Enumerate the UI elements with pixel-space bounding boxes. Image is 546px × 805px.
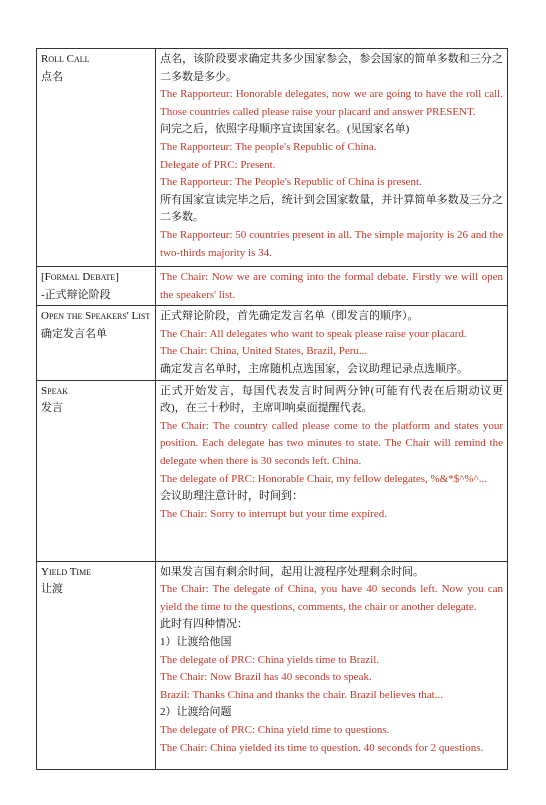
stage-title-chinese: -正式辩论阶段	[41, 288, 111, 301]
stage-title: Roll Call	[41, 53, 90, 65]
procedure-row	[37, 306, 508, 380]
stage-title-chinese: 确定发言名单	[41, 327, 107, 340]
stage-label-cell	[37, 267, 156, 306]
stage-title-chinese: 点名	[41, 70, 63, 83]
stage-title: Speak	[41, 384, 69, 397]
english-script-line: The Chair: Now we are coming into the formal debate. Firstly we will open the speakers' list.	[160, 271, 503, 301]
chinese-instruction-line: 2）让渡给问题	[160, 706, 232, 719]
stage-title-chinese: 让渡	[41, 583, 63, 596]
english-script-line: The Rapporteur: The People's Republic of China is present.	[160, 176, 422, 189]
chinese-instruction-line: 所有国家宣读完毕之后，统计到会国家数量，并计算简单多数及三分之二多数。	[160, 193, 503, 224]
english-script-line: The Rapporteur: Honorable delegates, now we are going to have the roll call. Those countries called please raise your placard and answer PRESENT.	[160, 88, 503, 118]
chinese-instruction-line: 会议助理注意计时，时间到：	[160, 490, 303, 503]
stage-content-cell	[156, 49, 508, 267]
procedure-table-body	[37, 49, 508, 770]
stage-title: Yield Time	[41, 565, 92, 578]
stage-content-cell	[156, 306, 508, 380]
chinese-instruction-line: 正式开始发言，每国代表发言时间两分钟(可能有代表在后期动议更改)，在三十秒时，主席叩响桌面提醒代表。	[160, 384, 503, 415]
stage-content-cell	[156, 561, 508, 769]
stage-label-cell	[37, 49, 156, 267]
english-script-line: The Chair: Now Brazil has 40 seconds to speak.	[160, 671, 372, 684]
english-script-line: The Chair: All delegates who want to speak please raise your placard.	[160, 327, 467, 340]
stage-label-cell	[37, 380, 156, 561]
chinese-instruction-line: 确定发言名单时，主席随机点选国家，会议助理记录点选顺序。	[160, 362, 468, 375]
chinese-instruction-line: 如果发言国有剩余时间，起用让渡程序处理剩余时间。	[160, 565, 424, 578]
stage-label-cell	[37, 306, 156, 380]
english-script-line: The Rapporteur: 50 countries present in all. The simple majority is 26 and the two-thirds majority is 34.	[160, 228, 503, 259]
procedure-row	[37, 267, 508, 306]
chinese-instruction-line: 此时有四种情况：	[160, 618, 248, 631]
procedure-table	[36, 48, 508, 770]
stage-label-cell	[37, 561, 156, 769]
english-script-line: The Chair: The delegate of China, you have 40 seconds left. Now you can yield the time to the questions, comments, the chair or another delegate.	[160, 583, 503, 613]
chinese-instruction-line: 点名，该阶段要求确定共多少国家参会，参会国家的简单多数和三分之二多数是多少。	[160, 53, 503, 83]
procedure-row	[37, 49, 508, 267]
stage-content-cell	[156, 380, 508, 561]
english-script-line: The delegate of PRC: China yield time to questions.	[160, 723, 390, 736]
english-script-line: The Chair: China, United States, Brazil, Peru...	[160, 345, 368, 358]
english-script-line: The Chair: The country called please come to the platform and states your position. Each delegate has two minutes to state. The Chair will remind the delegate when there is 30 seconds left. China.	[160, 419, 503, 467]
procedure-row	[37, 561, 508, 769]
chinese-instruction-line: 1）让渡给他国	[160, 635, 232, 648]
stage-title: Open the Speakers' List	[41, 310, 151, 323]
stage-content-cell	[156, 267, 508, 306]
chinese-instruction-line: 正式辩论阶段，首先确定发言名单（即发言的顺序）。	[160, 310, 419, 323]
english-script-line: The Rapporteur: The people's Republic of China.	[160, 140, 377, 153]
chinese-instruction-line: 问完之后，依照字母顺序宣读国家名。(见国家名单)	[160, 123, 410, 136]
english-script-line: Delegate of PRC: Present.	[160, 158, 276, 171]
procedure-row	[37, 380, 508, 561]
english-script-line: The delegate of PRC: Honorable Chair, my fellow delegates, %&*$^%^...	[160, 472, 487, 485]
stage-title: [Formal Debate]	[41, 271, 119, 283]
english-script-line: The delegate of PRC: China yields time to Brazil.	[160, 653, 380, 666]
stage-title-chinese: 发言	[41, 402, 63, 415]
english-script-line: Brazil: Thanks China and thanks the chair. Brazil believes that...	[160, 688, 443, 701]
english-script-line: The Chair: Sorry to interrupt but your time expired.	[160, 507, 387, 520]
english-script-line: The Chair: China yielded its time to question. 40 seconds for 2 questions.	[160, 741, 484, 754]
